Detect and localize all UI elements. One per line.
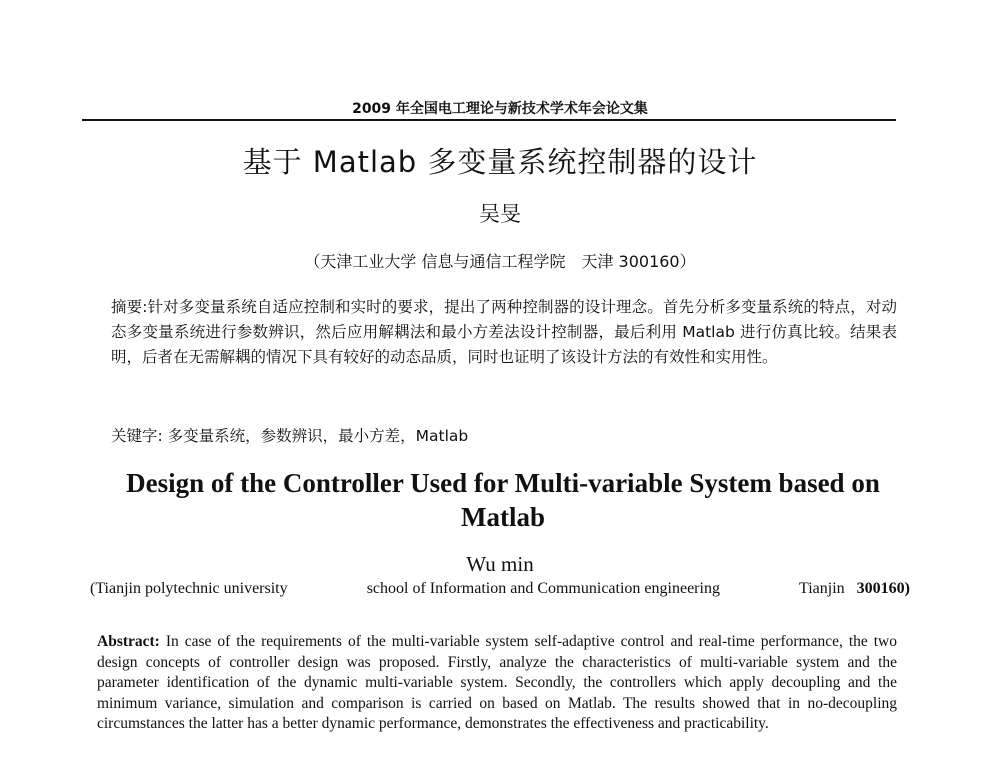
chinese-keywords-text: 多变量系统，参数辨识，最小方差，Matlab bbox=[167, 427, 469, 445]
english-affiliation bbox=[90, 580, 910, 598]
header-rule bbox=[82, 119, 896, 121]
chinese-abstract bbox=[111, 295, 897, 370]
affiliation-university: (Tianjin polytechnic university bbox=[90, 580, 288, 597]
chinese-abstract-text: 针对多变量系统自适应控制和实时的要求，提出了两种控制器的设计理念。首先分析多变量系统的特点，对动态多变量系统进行参数辨识，然后应用解耦法和最小方差法设计控制器，最后利用 Matlab 进行仿真比较。结果表明，后者在无需解耦的情况下具有较好的动态品质，同时也证明了该设计方法的有效性和实用性。 bbox=[111, 298, 897, 366]
affiliation-school: school of Information and Communication engineering bbox=[366, 580, 720, 597]
english-abstract-text: In case of the requirements of the multi-variable system self-adaptive control and real-time performance, the two design concepts of controller design was proposed. Firstly, analyze the characteristics of multi-variable system and the parameter identification of the dynamic multi-variable system. Secondly, the controllers which apply decoupling and the minimum variance, simulation and comparison is carried on based on Matlab. The results showed that in no-decoupling circumstances the latter has a better dynamic performance, demonstrates the effectiveness and practicability. bbox=[97, 633, 897, 732]
affiliation-city: Tianjin bbox=[799, 580, 845, 597]
chinese-author: 吴旻 bbox=[479, 202, 521, 226]
english-title: Design of the Controller Used for Multi-variable System based on Matlab bbox=[126, 468, 880, 532]
chinese-abstract-label: 摘要: bbox=[111, 298, 148, 316]
english-author: Wu min bbox=[466, 552, 534, 576]
chinese-keywords-label: 关键字: bbox=[111, 427, 163, 445]
affiliation-location bbox=[799, 580, 910, 598]
chinese-keywords bbox=[111, 424, 897, 446]
chinese-affiliation: （天津工业大学 信息与通信工程学院 天津 300160） bbox=[304, 252, 696, 271]
affiliation-postcode: 300160) bbox=[856, 580, 910, 597]
proceedings-header: 2009 年全国电工理论与新技术学术年会论文集 bbox=[352, 101, 648, 117]
english-abstract-label: Abstract: bbox=[97, 633, 160, 650]
english-abstract bbox=[97, 632, 897, 735]
chinese-title: 基于 Matlab 多变量系统控制器的设计 bbox=[242, 145, 758, 179]
